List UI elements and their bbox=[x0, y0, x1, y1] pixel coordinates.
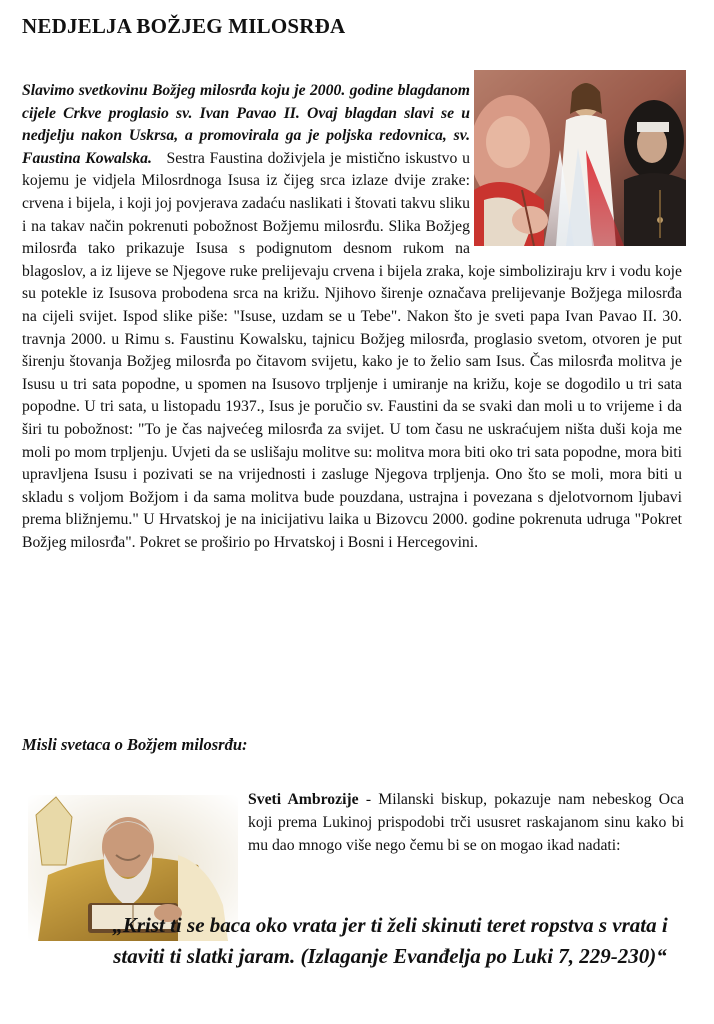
saint-quote: „Krist ti se baca oko vrata jer ti želi skinuti teret ropstva s vrata i staviti ti slatki jaram. (Izlaganje Evanđelja po Luki 7, 229-230)“ bbox=[112, 913, 668, 968]
page-title: NEDJELJA BOŽJEG MILOSRĐA bbox=[22, 14, 346, 38]
section-heading: Misli svetaca o Božjem milosrđu: bbox=[22, 735, 248, 754]
saint-description-text: - Milanski biskup, pokazuje nam nebeskog Oca koji prema Lukinoj prispodobi trči ususret raskajanom sinu kako bi mu dao mnogo više nego čemu bi se on mogao ikad nadati: bbox=[248, 791, 685, 854]
article-text: Sestra Faustina doživjela je mistično iskustvo u kojemu je vidjela Milosrdnoga Isusa iz čijeg srca izlaze dvije zrake: crvena i bijela, i koji joj povjerava zadaću naslikati i štovati takvu sliku i na takav način pokrenuti pobožnost Božjemu milosrđu. Slika Božjeg milosrđa tako prikazuje Isusa s podignutom desnom rukom na blagoslov, a iz lijeve se Njegove ruke prelijevaju crvena i bijela zraka, koje simboliziraju krv i vodu koje su potekle iz Isusova probodena srca na križu. Njihovo širenje označava prelijevanje Božjega milosrđa na cijeli svijet. Ispod slike piše: "Isuse, uzdam se u Tebe". Nakon što je sveti papa Ivan Pavao II. 30. travnja 2000. u Rimu s. Faustinu Kowalsku, tajnicu Božjeg milosrđa, proglasio svetom, otvoren je put širenju štovanja Božjeg milosrđa po čitavom svijetu, kako je to želio sam Isus. Čas milosrđa molitva je Isusu u tri sata popodne, u spomen na Isusovo trpljenje i umiranje na križu, koje se dogodilo u tri sata popodne. U tri sata, u listopadu 1937., Isus je poručio sv. Faustini da se svaki dan moli u to vrijeme i da širi tu pobožnost: "To je čas najvećeg milosrđa za svijet. U tom času ne uskraćujem ništa duši koja me moli po mom trpljenju. Uvjeti da se uslišaju molitve su: molitva mora biti oko tri sata popodne, mora biti upravljena Isusu i pozivati se na vrijednosti i zasluge Njegova trpljenja. Ono što se moli, mora biti u skladu s voljom Božjom i da sama molitva bude pouzdana, ustrajna i povezana s djelotvornom ljubavi prema bližnjemu." U Hrvatskoj je na inicijativu laika u Bizovcu 2000. godine pokrenuta udruga "Pokret Božjeg milosrđa". Pokret se proširio po Hrvatskoj i Bosni i Hercegovini. bbox=[22, 149, 682, 551]
article-body bbox=[22, 80, 682, 554]
image-wrap-spacer bbox=[482, 80, 682, 246]
saint-description bbox=[248, 788, 684, 857]
saint-name: Sveti Ambrozije bbox=[248, 791, 359, 808]
article-lead: Slavimo svetkovinu Božjeg milosrđa koju je 2000. godine blagdanom cijele Crkve proglasio sv. Ivan Pavao II. Ovaj blagdan slavi se u nedjelju nakon Uskrsa, a promovirala ga je poljska redovnica, sv. Faustina Kowalska. bbox=[22, 82, 470, 167]
